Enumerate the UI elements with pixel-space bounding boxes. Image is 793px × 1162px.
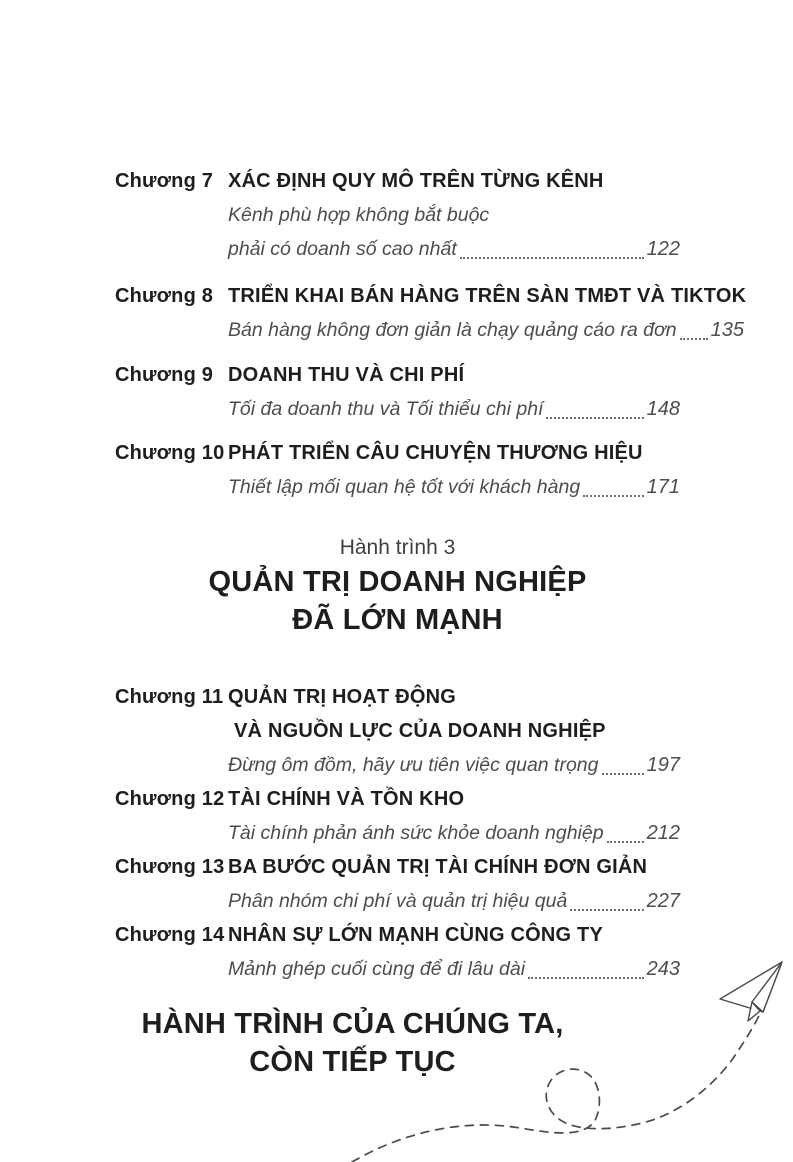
closing-line2: CÒN TIẾP TỤC xyxy=(249,1046,456,1078)
dot-leader xyxy=(602,773,644,775)
leader-row xyxy=(228,952,680,986)
leader-row xyxy=(228,748,680,782)
toc-entry-chapter-12 xyxy=(115,782,680,850)
leader-row xyxy=(228,313,744,347)
chapter-label: Chương 13 xyxy=(115,856,225,878)
section-heading xyxy=(115,533,680,639)
toc-entry-chapter-7 xyxy=(115,164,680,266)
chapter-label: Chương 12 xyxy=(115,788,225,810)
dot-leader xyxy=(680,338,708,340)
chapter-subtitle: Bán hàng không đơn giản là chạy quảng cáo ra đơn xyxy=(228,319,677,341)
chapter-subtitle: phải có doanh số cao nhất xyxy=(228,238,457,260)
leader-row xyxy=(228,470,680,504)
paper-plane-icon xyxy=(720,962,782,1021)
leader-row xyxy=(228,392,680,426)
chapter-title: BA BƯỚC QUẢN TRỊ TÀI CHÍNH ĐƠN GIẢN xyxy=(228,856,648,878)
chapter-subtitle: Tài chính phản ánh sức khỏe doanh nghiệp xyxy=(228,822,604,844)
section-title-line2: ĐÃ LỚN MẠNH xyxy=(292,604,503,636)
dot-leader xyxy=(528,977,644,979)
chapter-label: Chương 10 xyxy=(115,442,225,464)
toc-entry-chapter-8 xyxy=(115,279,747,347)
chapter-title: NHÂN SỰ LỚN MẠNH CÙNG CÔNG TY xyxy=(228,924,603,946)
section-kicker: Hành trình 3 xyxy=(339,536,456,559)
toc-entry-chapter-14 xyxy=(115,918,680,986)
page-number: 212 xyxy=(646,822,680,844)
leader-row xyxy=(228,884,680,918)
chapter-label: Chương 14 xyxy=(115,924,225,946)
dot-leader xyxy=(607,841,644,843)
chapter-title: XÁC ĐỊNH QUY MÔ TRÊN TỪNG KÊNH xyxy=(228,170,604,192)
chapter-title-line2: VÀ NGUỒN LỰC CỦA DOANH NGHIỆP xyxy=(234,720,606,742)
chapter-subtitle: Đừng ôm đồm, hãy ưu tiên việc quan trọng xyxy=(228,754,599,776)
chapter-title: PHÁT TRIỂN CÂU CHUYỆN THƯƠNG HIỆU xyxy=(228,442,643,464)
page-number: 135 xyxy=(710,319,744,341)
dot-leader xyxy=(583,495,643,497)
page-number: 122 xyxy=(646,238,680,260)
dot-leader xyxy=(460,257,644,259)
leader-row xyxy=(228,232,680,266)
chapter-label: Chương 9 xyxy=(115,364,214,386)
chapter-title: TRIỂN KHAI BÁN HÀNG TRÊN SÀN TMĐT VÀ TIKTOK xyxy=(228,285,747,307)
closing-line1: HÀNH TRÌNH CỦA CHÚNG TA, xyxy=(141,1008,564,1040)
dot-leader xyxy=(546,417,643,419)
leader-row xyxy=(228,816,680,850)
chapter-subtitle: Thiết lập mối quan hệ tốt với khách hàng xyxy=(228,476,581,498)
page-number: 197 xyxy=(646,754,680,776)
chapter-subtitle: Mảnh ghép cuối cùng để đi lâu dài xyxy=(228,958,526,980)
chapter-label: Chương 8 xyxy=(115,285,214,307)
chapter-title: DOANH THU VÀ CHI PHÍ xyxy=(228,364,465,386)
page-number: 243 xyxy=(646,958,680,980)
toc-entry-chapter-11 xyxy=(115,680,680,782)
dot-leader xyxy=(570,909,643,911)
chapter-subtitle: Phân nhóm chi phí và quản trị hiệu quả xyxy=(228,890,568,912)
toc-entry-chapter-10 xyxy=(115,436,680,504)
section-title-line1: QUẢN TRỊ DOANH NGHIỆP xyxy=(208,566,587,598)
page-number: 171 xyxy=(646,476,680,498)
page-number: 148 xyxy=(646,398,680,420)
chapter-title: TÀI CHÍNH VÀ TỒN KHO xyxy=(228,788,465,810)
toc-entry-chapter-9 xyxy=(115,358,680,426)
chapter-subtitle: Tối đa doanh thu và Tối thiểu chi phí xyxy=(228,398,544,420)
closing-heading xyxy=(115,1005,590,1081)
chapter-label: Chương 7 xyxy=(115,170,214,192)
chapter-label: Chương 11 xyxy=(115,686,224,708)
chapter-subtitle: Kênh phù hợp không bắt buộc xyxy=(228,204,490,226)
page-number: 227 xyxy=(646,890,680,912)
chapter-title: QUẢN TRỊ HOẠT ĐỘNG xyxy=(228,686,457,708)
table-of-contents xyxy=(115,164,747,1081)
toc-entry-chapter-13 xyxy=(115,850,680,918)
